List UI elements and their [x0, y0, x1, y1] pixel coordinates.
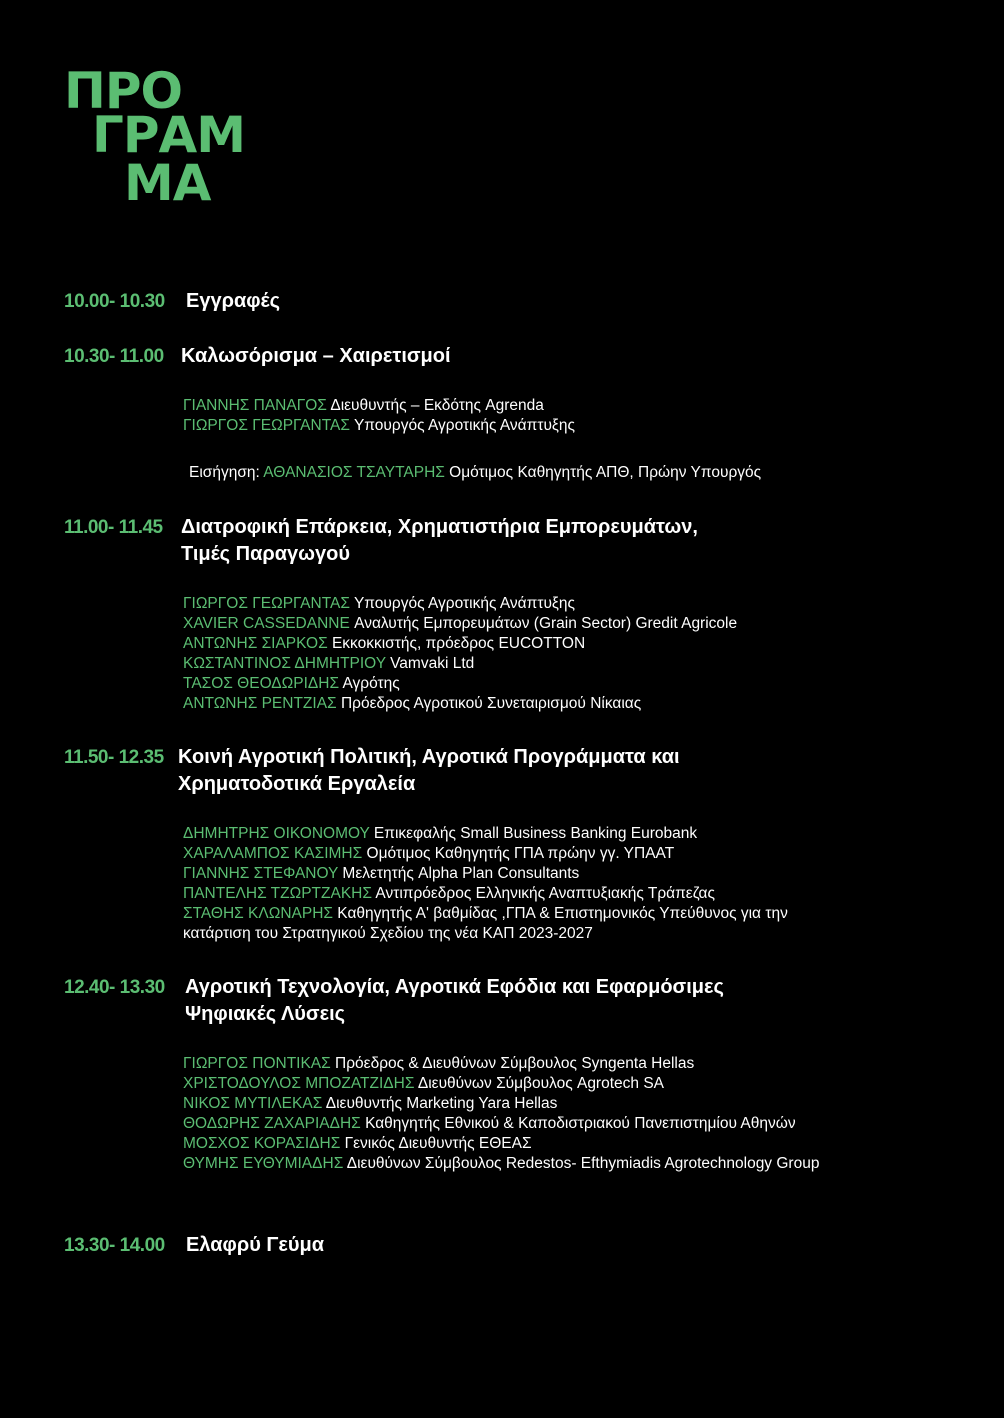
session-title-line: Χρηματοδοτικά Εργαλεία	[178, 773, 416, 795]
speaker-role: Επικεφαλής Small Business Banking Eurobank	[373, 825, 698, 842]
session-title-line: Κοινή Αγροτική Πολιτική, Αγροτικά Προγράμματα και	[178, 746, 680, 768]
speaker	[183, 1154, 819, 1174]
session-title-line: Αγροτική Τεχνολογία, Αγροτικά Εφόδια και Εφαρμόσιμες	[185, 976, 724, 998]
speaker-name: ΤΑΣΟΣ ΘΕΟΔΩΡΙΔΗΣ	[183, 675, 340, 692]
speaker-role: Διευθύνων Σύμβουλος Agrotech SA	[417, 1075, 664, 1092]
logo-line-2: ΓΡΑΜ	[92, 106, 245, 164]
speaker-name: ΘΥΜΗΣ ΕΥΘΥΜΙΑΔΗΣ	[183, 1155, 344, 1172]
keynote	[189, 463, 761, 483]
session-title-line: Διατροφική Επάρκεια, Χρηματιστήρια Εμπορευμάτων,	[181, 516, 698, 538]
speaker	[183, 824, 788, 844]
speaker-role-continuation: κατάρτιση του Στρατηγικού Σχεδίου της νέα ΚΑΠ 2023-2027	[183, 925, 593, 942]
speaker-name: ΓΙΩΡΓΟΣ ΠΟΝΤΙΚΑΣ	[183, 1055, 331, 1072]
speaker-name: ΓΙΩΡΓΟΣ ΓΕΩΡΓΑΝΤΑΣ	[183, 595, 350, 612]
speaker	[183, 1054, 819, 1074]
session-title	[181, 514, 698, 568]
speaker-name: ΘΟΔΩΡΗΣ ΖΑΧΑΡΙΑΔΗΣ	[183, 1115, 361, 1132]
speaker-role: Διευθύνων Σύμβουλος Redestos- Efthymiadis Agrotechnology Group	[346, 1155, 820, 1172]
speaker	[183, 694, 737, 714]
session-time: 11.00- 11.45	[64, 517, 163, 538]
keynote-role: Ομότιμος Καθηγητής ΑΠΘ, Πρώην Υπουργός	[449, 464, 762, 481]
welcome-speakers	[183, 396, 575, 436]
speaker-role: Καθηγητής Α' βαθμίδας ,ΓΠΑ & Επιστημονικός Υπεύθυνος για την	[337, 905, 788, 922]
session-title	[178, 744, 680, 798]
speaker	[183, 1114, 819, 1134]
keynote-label: Εισήγηση:	[189, 464, 260, 481]
speaker	[183, 654, 737, 674]
speaker-name: ΝΙΚΟΣ ΜΥΤΙΛΕΚΑΣ	[183, 1095, 323, 1112]
speaker	[183, 844, 788, 864]
speaker-name: ΓΙΑΝΝΗΣ ΠΑΝΑΓΟΣ	[183, 397, 327, 414]
speaker-name: ΓΙΩΡΓΟΣ ΓΕΩΡΓΑΝΤΑΣ	[183, 417, 350, 434]
speaker-role: Αγρότης	[342, 675, 400, 692]
speaker-name: ΧΡΙΣΤΟΔΟΥΛΟΣ ΜΠΟΖΑΤΖΙΔΗΣ	[183, 1075, 415, 1092]
speaker-role: Διευθυντής – Εκδότης Agrenda	[330, 397, 544, 414]
panel-1-speakers	[183, 594, 737, 714]
speaker-role: Πρόεδρος & Διευθύνων Σύμβουλος Syngenta Hellas	[335, 1055, 695, 1072]
logo-line-1: ΠΡΟ	[64, 62, 182, 120]
speaker-name: XAVIER CASSEDANNE	[183, 615, 350, 632]
session-time: 12.40- 13.30	[64, 977, 165, 998]
speaker-role: Γενικός Διευθυντής ΕΘΕΑΣ	[344, 1135, 532, 1152]
speaker-name: ΜΟΣΧΟΣ ΚΟΡΑΣΙΔΗΣ	[183, 1135, 341, 1152]
speaker	[183, 1134, 819, 1154]
session-time: 10.30- 11.00	[64, 346, 164, 367]
panel-2-speakers	[183, 824, 788, 944]
speaker	[183, 1074, 819, 1094]
program-logo	[62, 62, 262, 216]
session-time: 13.30- 14.00	[64, 1235, 165, 1256]
speaker-name: ΑΝΤΩΝΗΣ ΡΕΝΤΖΙΑΣ	[183, 695, 337, 712]
speaker-role: Vamvaki Ltd	[390, 655, 475, 672]
speaker	[183, 864, 788, 884]
speaker-name: ΑΝΤΩΝΗΣ ΣΙΑΡΚΟΣ	[183, 635, 328, 652]
speaker-role: Αναλυτής Εμπορευμάτων (Grain Sector) Gredit Agricole	[354, 615, 738, 632]
logo-line-3: ΜΑ	[124, 154, 211, 212]
speaker	[183, 904, 788, 924]
speaker-role: Πρόεδρος Αγροτικού Συνεταιρισμού Νίκαιας	[340, 695, 642, 712]
speaker-role: Υπουργός Αγροτικής Ανάπτυξης	[353, 595, 575, 612]
speaker-name: ΧΑΡΑΛΑΜΠΟΣ ΚΑΣΙΜΗΣ	[183, 845, 363, 862]
session-title-line: Ψηφιακές Λύσεις	[185, 1003, 346, 1025]
speaker	[183, 396, 575, 416]
speaker-role: Υπουργός Αγροτικής Ανάπτυξης	[353, 417, 575, 434]
panel-3-speakers	[183, 1054, 819, 1174]
speaker-role: Μελετητής Alpha Plan Consultants	[342, 865, 580, 882]
session-title: Καλωσόρισμα – Χαιρετισμοί	[181, 345, 451, 367]
speaker-role: Εκκοκκιστής, πρόεδρος EUCOTTON	[331, 635, 586, 652]
keynote-name: ΑΘΑΝΑΣΙΟΣ ΤΣΑΥΤΑΡΗΣ	[263, 464, 445, 481]
speaker-role: Ομότιμος Καθηγητής ΓΠΑ πρώην γγ. ΥΠΑΑΤ	[366, 845, 675, 862]
session-title	[185, 974, 724, 1028]
speaker	[183, 1094, 819, 1114]
session-title: Ελαφρύ Γεύμα	[186, 1234, 325, 1256]
session-time: 11.50- 12.35	[64, 747, 164, 768]
speaker-name: ΓΙΑΝΝΗΣ ΣΤΕΦΑΝΟΥ	[183, 865, 339, 882]
speaker	[183, 594, 737, 614]
speaker	[183, 674, 737, 694]
session-time: 10.00- 10.30	[64, 291, 165, 312]
session-title: Εγγραφές	[186, 290, 280, 312]
speaker-role: Διευθυντής Marketing Yara Hellas	[325, 1095, 558, 1112]
speaker-name: ΠΑΝΤΕΛΗΣ ΤΖΩΡΤΖΑΚΗΣ	[183, 885, 372, 902]
speaker-role: Αντιπρόεδρος Ελληνικής Αναπτυξιακής Τράπεζας	[375, 885, 715, 902]
speaker-name: ΔΗΜΗΤΡΗΣ ΟΙΚΟΝΟΜΟΥ	[183, 825, 370, 842]
speaker	[183, 634, 737, 654]
speaker	[183, 614, 737, 634]
speaker	[183, 884, 788, 904]
speaker	[183, 416, 575, 436]
speaker-name: ΣΤΑΘΗΣ ΚΛΩΝΑΡΗΣ	[183, 905, 333, 922]
speaker-name: ΚΩΣΤΑΝΤΙΝΟΣ ΔΗΜΗΤΡΙΟΥ	[183, 655, 386, 672]
session-title-line: Τιμές Παραγωγού	[181, 543, 351, 565]
speaker-role: Καθηγητής Εθνικού & Καποδιστριακού Πανεπιστημίου Αθηνών	[365, 1115, 796, 1132]
